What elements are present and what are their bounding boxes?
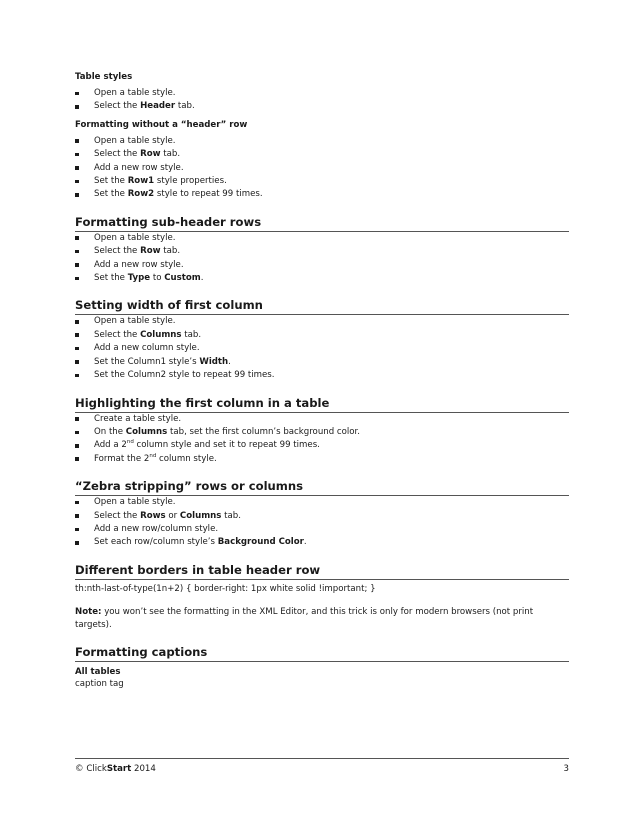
item-text: Open a table style. [94,135,176,146]
list-item [75,536,569,549]
item-text: tab. [181,329,202,340]
item-bold-text: Background Color [217,537,304,548]
item-text: Select the [94,101,141,112]
list-item [75,453,569,466]
item-text: tab. [160,246,181,257]
item-text: Set the [94,273,128,284]
bullet-icon [75,250,79,254]
bullet-icon [75,360,79,364]
bullet-icon [75,431,79,435]
bullet-icon [75,236,79,240]
item-text: Open a table style. [94,497,176,508]
bullet-icon [75,92,79,96]
item-text: Add a 2 [94,440,127,451]
heading-header-borders: Different borders in table header row [75,562,569,580]
list-item [75,369,569,382]
list-item [75,188,569,201]
caption-tag-text: caption tag [75,678,124,689]
list-item [75,510,569,523]
page-number: 3 [563,764,569,774]
bullet-list [75,496,569,550]
item-text: Add a new row style. [94,162,184,173]
note-paragraph [75,606,569,632]
item-text: Add a new row style. [94,259,184,270]
item-bold-text: Rows [140,510,166,521]
list-item [75,413,569,426]
bullet-list [75,135,569,202]
list-item [75,329,569,342]
bullet-icon [75,320,79,324]
item-text: . [200,273,204,284]
copyright-year: 2014 [131,764,156,774]
heading-subheader-rows: Formatting sub-header rows [75,214,569,232]
list-item [75,245,569,258]
item-superscript: nd [149,452,157,459]
item-bold-text: Custom [164,273,201,284]
item-text: Select the [94,149,141,160]
brand-name: Start [106,764,132,774]
item-bold-text: Row1 [127,176,155,187]
item-text: tab. [160,149,181,160]
bullet-icon [75,277,79,281]
footer-copyright [75,764,156,774]
document-page [75,72,569,691]
section-header-borders [75,562,569,632]
bullet-icon [75,193,79,197]
item-text: Open a table style. [94,316,176,327]
item-text: . [303,537,307,548]
item-text: Open a table style. [94,88,176,98]
item-text: tab. [221,510,241,521]
list-item [75,315,569,328]
item-text: Select the [94,246,141,257]
list-item [75,148,569,161]
item-text: Set the [94,189,128,200]
list-item [75,272,569,285]
css-code-snippet: th:nth-last-of-type(1n+2) { border-right: 1px white solid !important; } [75,583,376,594]
item-text: Open a table style. [94,232,176,243]
heading-highlight-first-column: Highlighting the first column in a table [75,395,569,413]
bullet-icon [75,180,79,184]
bullet-icon [75,263,79,267]
bullet-icon [75,417,79,421]
bullet-icon [75,501,79,505]
item-text: Format the 2 [94,453,150,464]
item-text: Add a new row/column style. [94,523,219,534]
section-captions [75,644,569,691]
item-text: Select the [94,329,141,340]
item-bold-text: Row [140,246,161,257]
item-text: Create a table style. [94,413,182,424]
bullet-icon [75,347,79,351]
item-bold-text: Columns [140,329,182,340]
item-text: column style. [156,453,217,464]
item-bold-text: Columns [125,426,168,437]
heading-table-styles: Table styles [75,72,133,82]
item-bold-text: Header [140,101,176,112]
section-zebra-striping [75,478,569,550]
bullet-icon [75,528,79,532]
list-item [75,496,569,509]
bullet-icon [75,105,79,109]
item-text: . [228,356,231,367]
item-text: Set the Column2 style to repeat 99 times. [94,370,275,381]
section-subheader-rows [75,214,569,286]
bullet-icon [75,541,79,545]
item-text: Set each row/column style’s [94,537,218,548]
list-item [75,232,569,245]
item-text: Set the Column1 style’s [94,356,200,367]
bullet-icon [75,374,79,378]
item-bold-text: Width [199,356,229,367]
page-footer [75,758,569,774]
bullet-list [75,87,569,114]
item-text: column style and set it to repeat 99 times. [133,440,320,451]
list-item [75,100,569,113]
item-text: to [150,273,165,284]
item-text: tab, set the first column’s background color. [167,426,361,437]
item-superscript: nd [126,439,134,446]
item-text: Set the [94,176,128,187]
list-item [75,439,569,452]
item-bold-text: Row [140,149,161,160]
list-item [75,523,569,536]
bullet-icon [75,153,79,157]
bullet-list [75,232,569,286]
heading-first-column-width: Setting width of first column [75,297,569,315]
item-text: Add a new column style. [94,343,200,354]
note-label: Note: [75,606,102,617]
list-item [75,356,569,369]
item-text: On the [94,426,126,437]
list-item [75,175,569,188]
section-formatting-without-header [75,120,569,202]
list-item [75,426,569,439]
list-item [75,87,569,100]
bullet-icon [75,457,79,461]
item-text: tab. [175,101,195,112]
subheading-all-tables: All tables [75,666,121,677]
bullet-list [75,315,569,382]
section-table-styles [75,72,569,114]
item-text: or [165,510,180,521]
bullet-icon [75,444,79,448]
heading-zebra-striping: “Zebra stripping” rows or columns [75,478,569,496]
bullet-icon [75,514,79,518]
copyright-text: © Click [75,764,107,774]
list-item [75,135,569,148]
item-text: style to repeat 99 times. [154,189,263,200]
item-bold-text: Columns [179,510,222,521]
section-first-column-width [75,297,569,382]
item-text: Select the [94,510,141,521]
bullet-list [75,413,569,467]
list-item [75,162,569,175]
section-highlight-first-column [75,395,569,467]
item-text: style properties. [154,176,227,187]
note-text: you won’t see the formatting in the XML Editor, and this trick is only for modern browsers (not print targets). [75,606,534,630]
bullet-icon [75,166,79,170]
heading-formatting-without-header: Formatting without a “header” row [75,119,248,130]
bullet-icon [75,333,79,337]
bullet-icon [75,139,79,143]
list-item [75,342,569,355]
list-item [75,259,569,272]
heading-captions: Formatting captions [75,644,569,662]
item-bold-text: Type [127,273,151,284]
item-bold-text: Row2 [127,189,155,200]
